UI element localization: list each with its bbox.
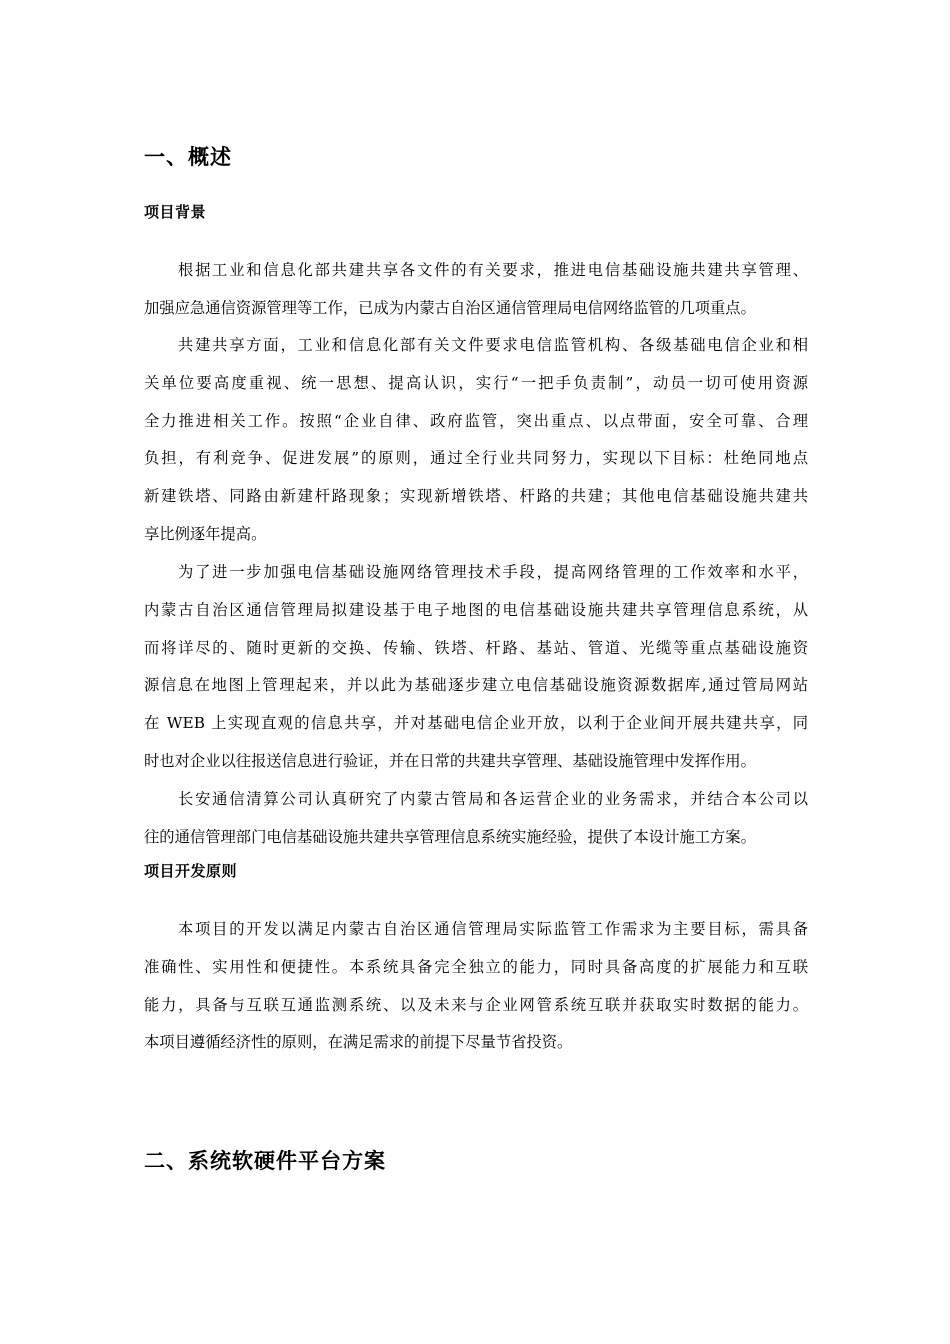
text-line: 本项目遵循经济性的原则，在满足需求的前提下尽量节省投资。 — [144, 1033, 573, 1052]
paragraph-background-1 — [144, 252, 808, 328]
paragraph-background-3 — [144, 554, 808, 781]
text-line: 准确性、实用性和便捷性。本系统具备完全独立的能力，同时具备高度的扩展能力和互联 — [144, 957, 808, 976]
text-line: 长安通信清算公司认真研究了内蒙古管局和各运营企业的业务需求，并结合本公司以 — [178, 790, 808, 808]
text-line: 享比例逐年提高。 — [144, 524, 267, 543]
text-line: 为了进一步加强电信基础设施网络管理技术手段，提高网络管理的工作效率和水平， — [178, 563, 808, 581]
text-line: 共建共享方面，工业和信息化部有关文件要求电信监管机构、各级基础电信企业和相 — [178, 336, 808, 354]
text-line: 往的通信管理部门电信基础设施共建共享管理信息系统实施经验，提供了本设计施工方案。 — [144, 827, 756, 846]
text-line: 新建铁塔、同路由新建杆路现象；实现新增铁塔、杆路的共建；其他电信基础设施共建共 — [144, 487, 808, 506]
text-line: 时也对企业以往报送信息进行验证，并在日常的共建共享管理、基础设施管理中发挥作用。 — [144, 751, 756, 770]
text-line: 源信息在地图上管理起来，并以此为基础逐步建立电信基础设施资源数据库,通过管局网站 — [144, 676, 808, 695]
paragraph-background-2 — [144, 327, 808, 554]
text-line: 而将详尽的、随时更新的交换、传输、铁塔、杆路、基站、管道、光缆等重点基础设施资 — [144, 638, 808, 657]
text-line: 关单位要高度重视、统一思想、提高认识，实行“一把手负责制”，动员一切可使用资源 — [144, 373, 808, 392]
paragraph-background-4 — [144, 781, 808, 857]
text-line: 本项目的开发以满足内蒙古自治区通信管理局实际监管工作需求为主要目标，需具备 — [178, 920, 808, 938]
text-line: 全力推进相关工作。按照“企业自律、政府监管，突出重点、以点带面，安全可靠、合理 — [144, 411, 808, 430]
text-line: 根据工业和信息化部共建共享各文件的有关要求，推进电信基础设施共建共享管理、 — [178, 261, 808, 279]
subsection-heading-principles: 项目开发原则 — [144, 862, 238, 880]
paragraph-principles-1 — [144, 911, 808, 1062]
text-line: 加强应急通信资源管理等工作，已成为内蒙古自治区通信管理局电信网络监管的几项重点。 — [144, 298, 756, 317]
subsection-heading-background: 项目背景 — [144, 203, 207, 221]
text-line: 负担，有利竞争、促进发展”的原则，通过全行业共同努力，实现以下目标：杜绝同地点 — [144, 449, 808, 468]
text-line: 在 WEB 上实现直观的信息共享，并对基础电信企业开放，以利于企业间开展共建共享，同 — [144, 714, 808, 733]
section-heading-overview: 一、概述 — [144, 145, 232, 169]
section-heading-platform: 二、系统软硬件平台方案 — [144, 1149, 386, 1173]
text-line: 能力，具备与互联互通监测系统、以及未来与企业网管系统互联并获取实时数据的能力。 — [144, 995, 808, 1014]
text-line: 内蒙古自治区通信管理局拟建设基于电子地图的电信基础设施共建共享管理信息系统，从 — [144, 600, 808, 619]
